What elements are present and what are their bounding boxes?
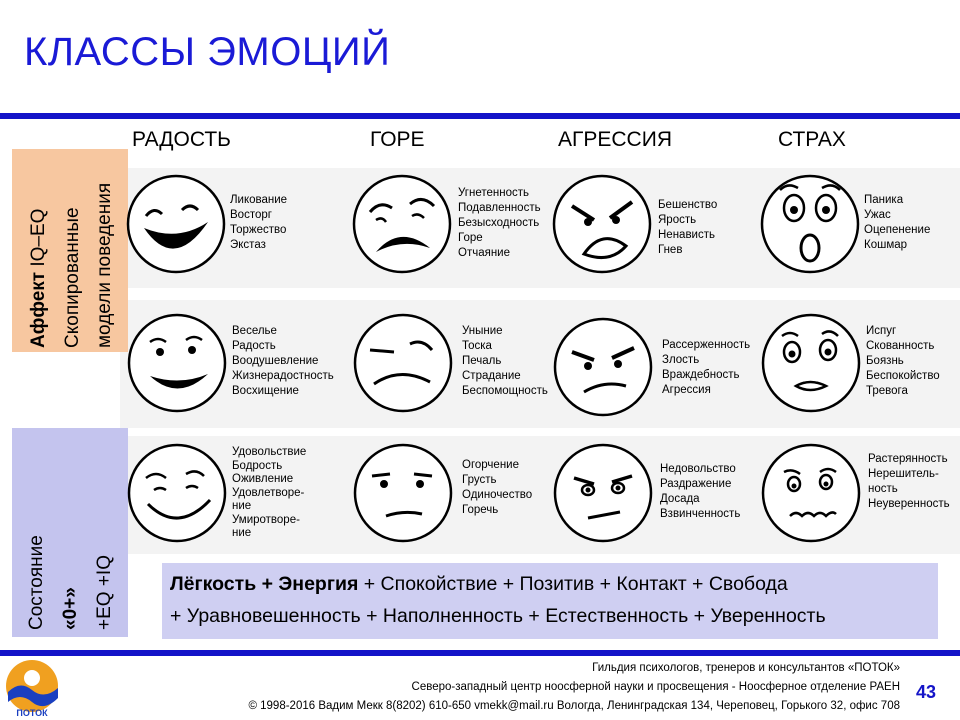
emotion-list-r1-joy: Ликование Восторг Торжество Экстаз bbox=[230, 194, 288, 251]
emotion-list-r1-aggression: Бешенство Ярость Ненависть Гнев bbox=[658, 199, 718, 256]
emotion-list-r3-fear: Растерянность Нерешитель- ность Неуверенность bbox=[868, 453, 950, 510]
potok-logo bbox=[4, 658, 60, 718]
emotion-list-r2-joy: Веселье Радость Воодушевление Жизнерадостность Восхищение bbox=[232, 325, 334, 397]
column-header-joy: РАДОСТЬ bbox=[132, 128, 231, 151]
page-number: 43 bbox=[916, 682, 937, 702]
face-despair-icon bbox=[350, 172, 454, 276]
face-anger-icon bbox=[550, 314, 656, 420]
face-rage-icon bbox=[550, 172, 654, 276]
page-title: КЛАССЫ ЭМОЦИЙ bbox=[24, 30, 391, 74]
face-panic-icon bbox=[758, 172, 862, 276]
affect-label-line1: Аффект IQ–EQ bbox=[28, 208, 49, 348]
state-description-line2: + Уравновешенность + Наполненность + Естественность + Уверенность bbox=[170, 605, 826, 627]
column-header-grief: ГОРЕ bbox=[370, 128, 425, 151]
emotion-list-r3-joy: Удовольствие Бодрость Оживление Удовлетворе- ние Умиротворе- ние bbox=[232, 446, 307, 539]
face-irritation-icon bbox=[550, 440, 656, 546]
state-description-box bbox=[162, 563, 938, 639]
emotion-list-r2-aggression: Рассерженность Злость Враждебность Агрессия bbox=[662, 339, 751, 396]
footer-line1: Гильдия психологов, тренеров и консультантов «ПОТОК» bbox=[592, 662, 900, 674]
affect-label-line3: модели поведения bbox=[94, 182, 115, 348]
state-label-line3: +EQ +IQ bbox=[94, 555, 115, 630]
column-header-fear: СТРАХ bbox=[778, 128, 846, 151]
face-cheerful-icon bbox=[124, 310, 230, 416]
footer-line3: © 1998-2016 Вадим Мекк 8(8202) 610-650 vmekk@mail.ru Вологда, Ленинградская 134, Череповец, Горького 32, офис 708 bbox=[248, 700, 900, 712]
face-upset-icon bbox=[350, 440, 456, 546]
bottom-divider bbox=[0, 650, 960, 656]
svg-text:ПОТОК: ПОТОК bbox=[16, 708, 48, 718]
emotion-list-r3-grief: Огорчение Грусть Одиночество Горечь bbox=[462, 459, 533, 516]
state-description-line1: Лёгкость + Энергия + Спокойствие + Позитив + Контакт + Свобода bbox=[170, 573, 788, 595]
affect-label-line2: Скопированные bbox=[62, 207, 83, 348]
face-content-icon bbox=[124, 440, 230, 546]
emotion-list-r2-fear: Испуг Скованность Боязнь Беспокойство Тревога bbox=[866, 325, 940, 397]
footer-line2: Северо-западный центр ноосферной науки и просвещения - Ноосферное отделение РАЕН bbox=[411, 681, 900, 693]
face-sadness-icon bbox=[350, 310, 456, 416]
face-confusion-icon bbox=[758, 440, 864, 546]
emotion-list-r3-aggression: Недовольство Раздражение Досада Взвинченность bbox=[660, 463, 741, 520]
state-label-line2: «0+» bbox=[60, 587, 81, 630]
top-divider bbox=[0, 113, 960, 119]
face-fright-icon bbox=[758, 310, 864, 416]
state-label-line1: Состояние bbox=[26, 535, 47, 630]
face-ecstasy-icon bbox=[124, 172, 228, 276]
column-header-aggression: АГРЕССИЯ bbox=[558, 128, 672, 151]
emotion-list-r1-grief: Угнетенность Подавленность Безысходность Горе Отчаяние bbox=[458, 187, 541, 259]
emotion-list-r2-grief: Уныние Тоска Печаль Страдание Беспомощность bbox=[462, 325, 548, 397]
emotion-list-r1-fear: Паника Ужас Оцепенение Кошмар bbox=[864, 194, 931, 251]
